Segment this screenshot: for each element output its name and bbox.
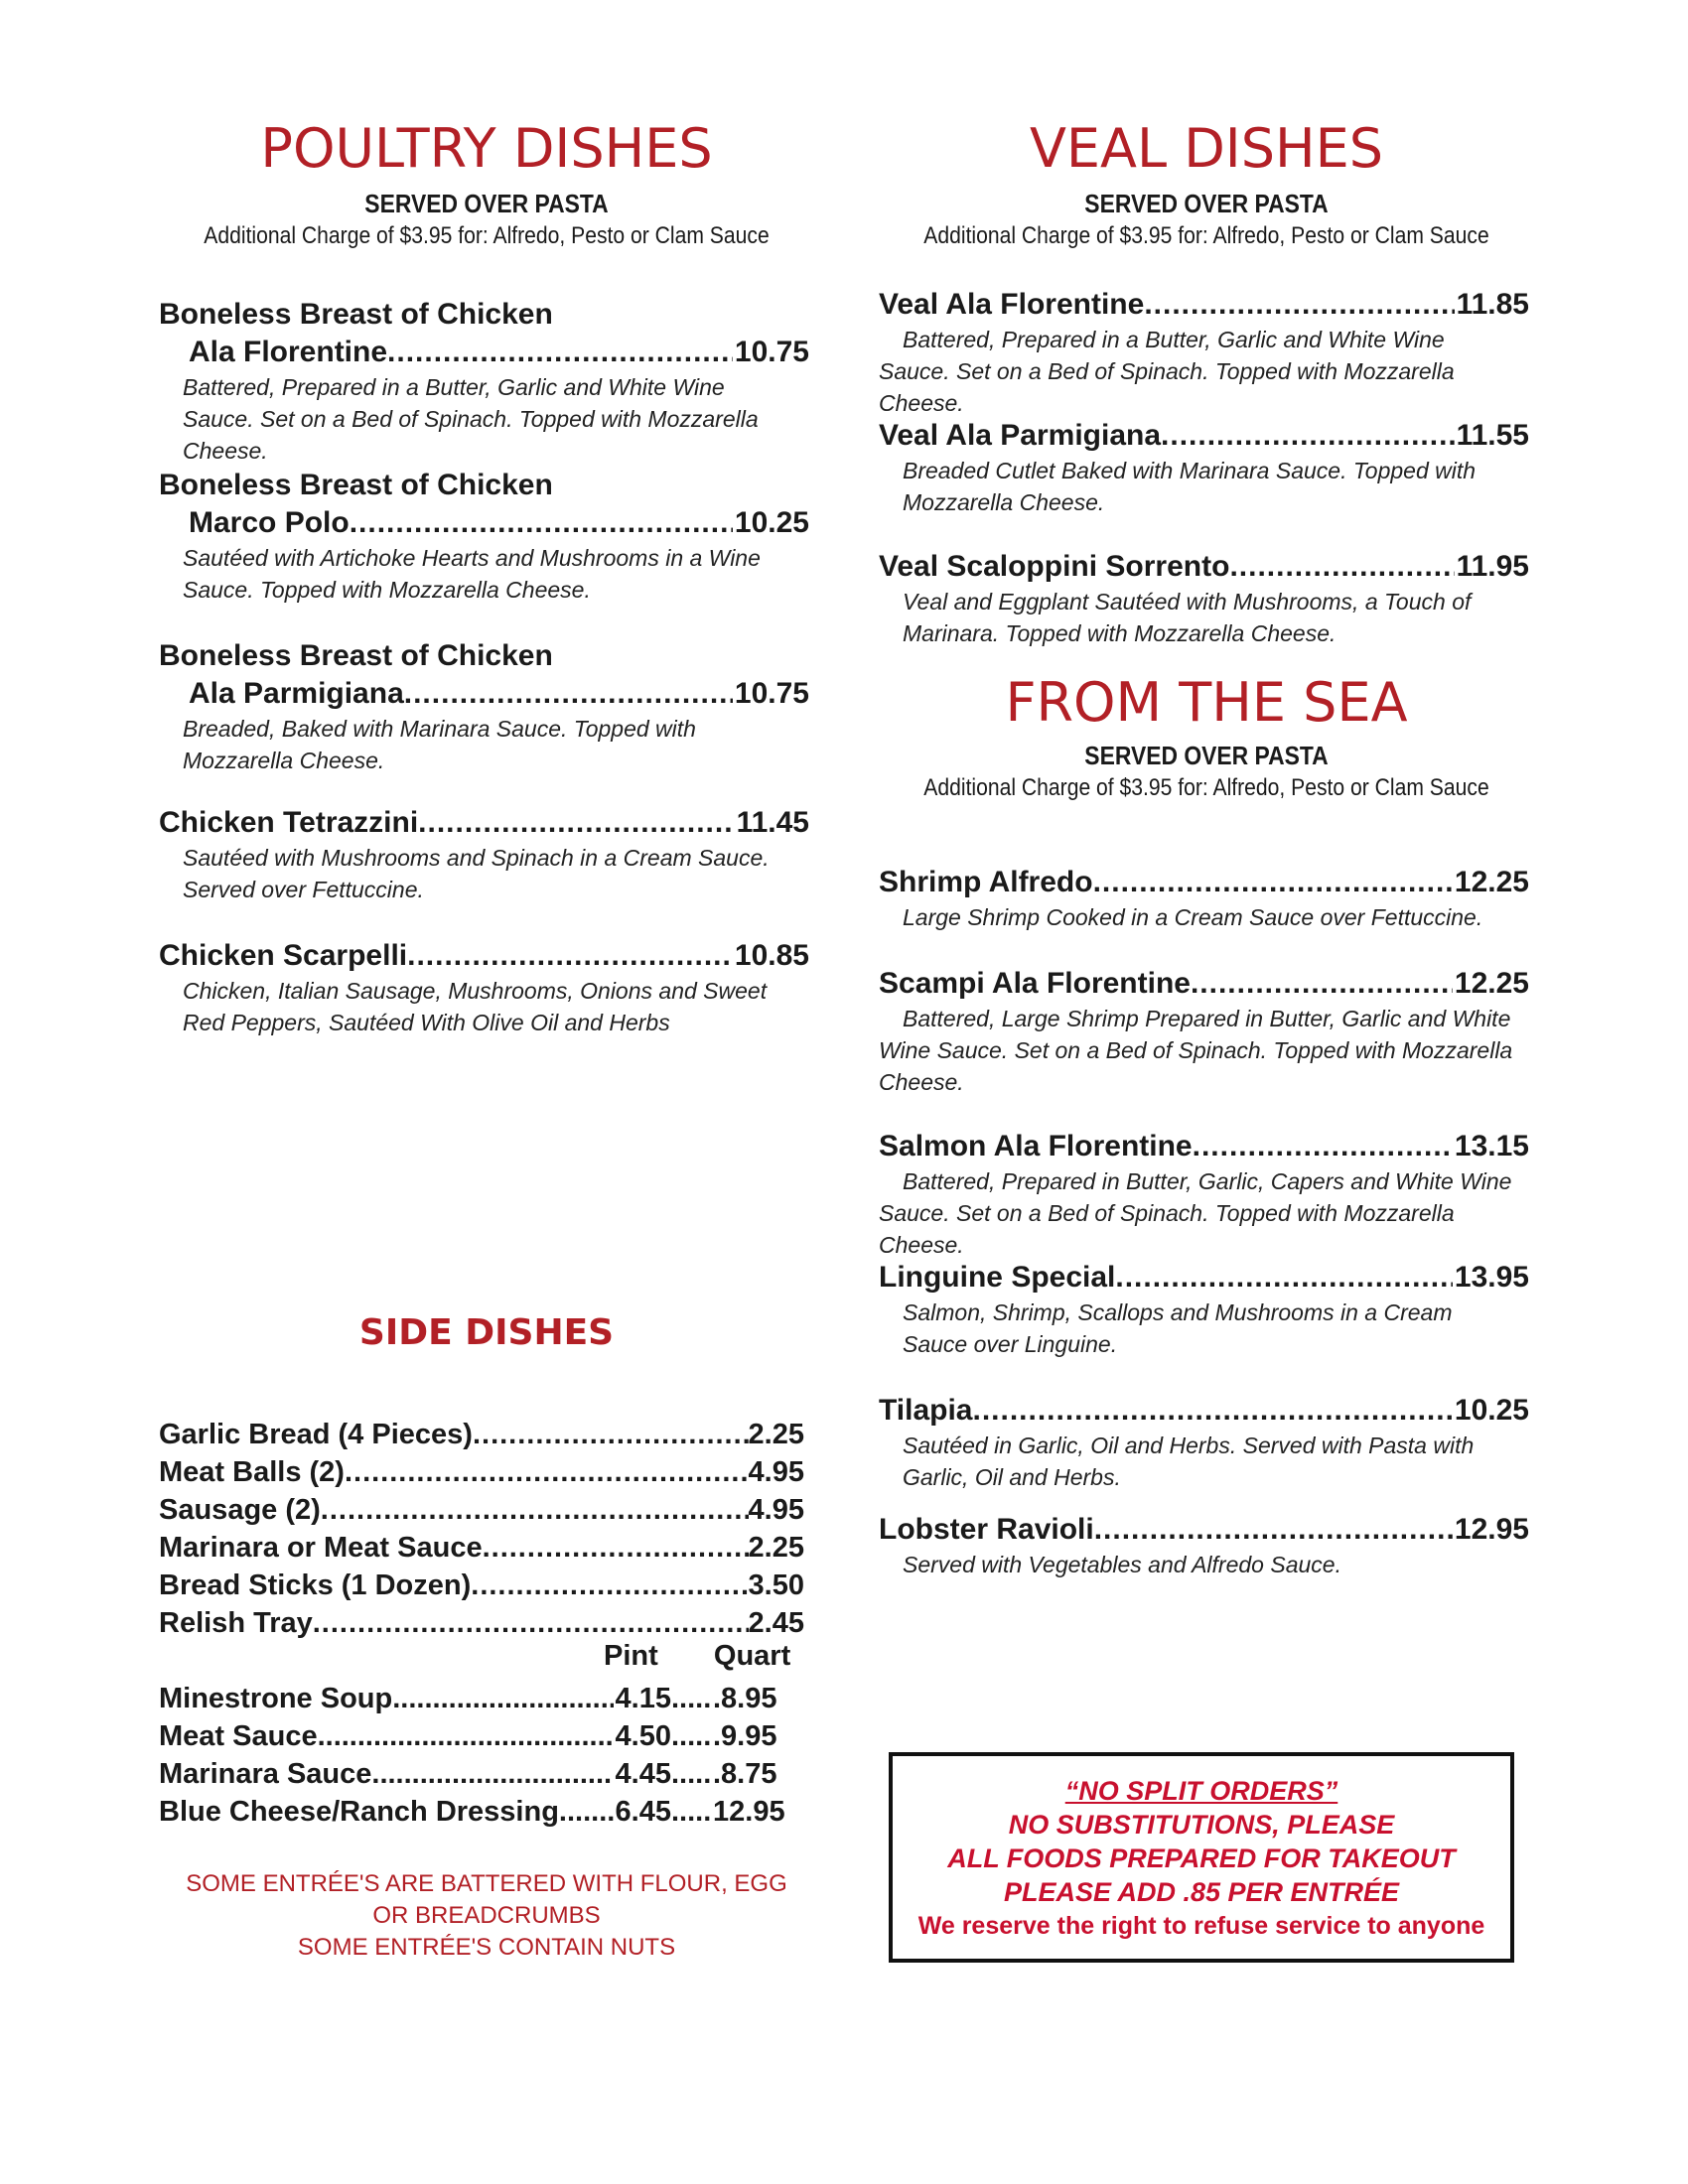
item-price: 12.25: [1454, 866, 1529, 898]
soup-pint-price: 6.45: [615, 1796, 671, 1828]
item-price: 10.25: [734, 506, 809, 539]
item-description: Battered, Prepared in a Butter, Garlic and White Wine Sauce. Set on a Bed of Spinach. Topped with Mozzarella Cheese.: [879, 327, 1455, 416]
item-name: Shrimp Alfredo: [879, 866, 1093, 898]
menu-item: [879, 417, 1529, 518]
side-item-price: 2.25: [748, 1532, 804, 1564]
item-name: Ala Florentine: [189, 336, 388, 368]
poultry-title: POULTRY DISHES: [260, 117, 713, 180]
item-price: 10.85: [734, 939, 809, 972]
side-item: [159, 1491, 804, 1529]
menu-item: [879, 1511, 1529, 1580]
side-item-price: 4.95: [748, 1494, 804, 1526]
item-description: Breaded Cutlet Baked with Marinara Sauce. Topped with Mozzarella Cheese.: [903, 458, 1477, 515]
soup-quart-price: .8.95: [713, 1683, 777, 1714]
item-price: 10.75: [734, 677, 809, 710]
soup-item: [159, 1717, 777, 1755]
soup-name: Marinara Sauce: [159, 1758, 372, 1790]
menu-item: [879, 864, 1529, 933]
item-description: Served with Vegetables and Alfredo Sauce.: [903, 1552, 1341, 1577]
quart-label: Quart: [713, 1640, 791, 1672]
menu-item: [159, 637, 809, 776]
size-header: [604, 1640, 790, 1673]
item-price: 12.95: [1454, 1513, 1529, 1546]
side-item: [159, 1567, 804, 1604]
allergy-note-line: SOME ENTRÉE'S ARE BATTERED WITH FLOUR, EGG: [186, 1870, 787, 1897]
item-description: Sautéed in Garlic, Oil and Herbs. Served with Pasta with Garlic, Oil and Herbs.: [903, 1433, 1475, 1490]
item-description: Battered, Large Shrimp Prepared in Butter, Garlic and White Wine Sauce. Set on a Bed of Spinach. Topped with Mozzarella Cheese.: [879, 1006, 1513, 1095]
item-name: Tilapia: [879, 1394, 973, 1427]
policy-notice-box: [889, 1752, 1514, 1963]
soup-pint-price: 4.45: [615, 1758, 671, 1790]
item-name: Veal Ala Parmigiana: [879, 419, 1162, 452]
side-item-name: Marinara or Meat Sauce: [159, 1532, 483, 1564]
menu-item: [879, 1392, 1529, 1493]
item-description: Large Shrimp Cooked in a Cream Sauce over Fettuccine.: [903, 904, 1483, 930]
side-item-price: 2.25: [748, 1419, 804, 1450]
soup-name: Blue Cheese/Ranch Dressing: [159, 1796, 559, 1828]
menu-item: [879, 965, 1529, 1098]
soup-item: [159, 1793, 785, 1831]
item-description: Battered, Prepared in Butter, Garlic, Capers and White Wine Sauce. Set on a Bed of Spinach. Topped with Mozzarella Cheese.: [879, 1168, 1512, 1258]
soup-pint-price: 4.15: [615, 1683, 671, 1714]
side-item-name: Relish Tray: [159, 1607, 313, 1639]
item-price: 13.95: [1454, 1261, 1529, 1294]
side-item-name: Sausage (2): [159, 1494, 321, 1526]
poultry-charge-note: Additional Charge of $3.95 for: Alfredo, Pesto or Clam Sauce: [204, 222, 770, 249]
soup-name: Minestrone Soup: [159, 1683, 393, 1714]
item-name: Chicken Tetrazzini: [159, 806, 419, 839]
menu-item: [879, 1259, 1529, 1360]
soup-quart-price: .9.95: [713, 1720, 777, 1752]
item-price: 11.85: [1456, 288, 1529, 321]
notice-line: PLEASE ADD .85 PER ENTRÉE: [1003, 1877, 1400, 1907]
side-item-price: 4.95: [748, 1456, 804, 1488]
sea-charge-note: Additional Charge of $3.95 for: Alfredo, Pesto or Clam Sauce: [923, 774, 1489, 801]
notice-line: NO SUBSTITUTIONS, PLEASE: [1008, 1810, 1395, 1840]
notice-line: [893, 1774, 1510, 1808]
item-name: Linguine Special: [879, 1261, 1116, 1294]
side-item-price: 3.50: [748, 1570, 804, 1601]
menu-item: [159, 296, 809, 467]
item-description: Sautéed with Artichoke Hearts and Mushrooms in a Wine Sauce. Topped with Mozzarella Cheese.: [183, 545, 761, 603]
item-description: Battered, Prepared in a Butter, Garlic and White Wine Sauce. Set on a Bed of Spinach. Topped with Mozzarella Cheese.: [183, 374, 759, 464]
side-item: [159, 1453, 804, 1491]
soup-item: [159, 1680, 777, 1717]
side-dishes-title: SIDE DISHES: [358, 1312, 615, 1353]
item-name-top: Boneless Breast of Chicken: [159, 298, 553, 331]
menu-item: [879, 286, 1529, 419]
side-item-name: Bread Sticks (1 Dozen): [159, 1570, 472, 1601]
veal-subtitle: SERVED OVER PASTA: [1084, 189, 1329, 218]
item-price: 13.15: [1454, 1130, 1529, 1162]
sea-subtitle: SERVED OVER PASTA: [1084, 741, 1329, 770]
notice-line: We reserve the right to refuse service to anyone: [917, 1912, 1485, 1940]
veal-charge-note: Additional Charge of $3.95 for: Alfredo, Pesto or Clam Sauce: [923, 222, 1489, 249]
side-item-name: Garlic Bread (4 Pieces): [159, 1419, 473, 1450]
menu-item: [159, 467, 809, 606]
item-description: Breaded, Baked with Marinara Sauce. Topped with Mozzarella Cheese.: [183, 716, 696, 773]
item-price: 10.25: [1454, 1394, 1529, 1427]
sea-title: FROM THE SEA: [1005, 671, 1408, 734]
no-split-orders-text: “NO SPLIT ORDERS”: [1064, 1776, 1338, 1806]
item-name: Scampi Ala Florentine: [879, 967, 1191, 1000]
item-name: Salmon Ala Florentine: [879, 1130, 1193, 1162]
allergy-note-line: OR BREADCRUMBS: [372, 1902, 601, 1929]
item-price: 12.25: [1454, 967, 1529, 1000]
item-price: 10.75: [734, 336, 809, 368]
item-price: 11.95: [1456, 550, 1529, 583]
item-name: Lobster Ravioli: [879, 1513, 1094, 1546]
menu-item: [159, 937, 809, 1038]
item-price: 11.55: [1456, 419, 1529, 452]
menu-item: [879, 548, 1529, 649]
menu-item: [159, 804, 809, 905]
item-name-top: Boneless Breast of Chicken: [159, 469, 553, 501]
side-item-price: 2.45: [748, 1607, 804, 1639]
item-name: Marco Polo: [189, 506, 350, 539]
item-description: Chicken, Italian Sausage, Mushrooms, Onions and Sweet Red Peppers, Sautéed With Olive Oil and Herbs: [183, 978, 768, 1035]
item-name: Veal Scaloppini Sorrento: [879, 550, 1230, 583]
veal-title: VEAL DISHES: [1029, 117, 1384, 180]
notice-line: ALL FOODS PREPARED FOR TAKEOUT: [947, 1843, 1456, 1873]
allergy-note-line: SOME ENTRÉE'S CONTAIN NUTS: [297, 1934, 676, 1961]
side-item-name: Meat Balls (2): [159, 1456, 345, 1488]
soup-quart-price: 12.95: [713, 1796, 785, 1828]
soup-quart-price: .8.75: [713, 1758, 777, 1790]
side-item: [159, 1529, 804, 1567]
soup-pint-price: 4.50: [615, 1720, 671, 1752]
soup-item: [159, 1755, 777, 1793]
poultry-subtitle: SERVED OVER PASTA: [364, 189, 609, 218]
item-name-top: Boneless Breast of Chicken: [159, 639, 553, 672]
item-price: 11.45: [736, 806, 809, 839]
side-item: [159, 1416, 804, 1453]
item-description: Veal and Eggplant Sautéed with Mushrooms, a Touch of Marinara. Topped with Mozzarella Cheese.: [903, 589, 1472, 646]
item-name: Chicken Scarpelli: [159, 939, 408, 972]
soup-name: Meat Sauce: [159, 1720, 318, 1752]
menu-item: [879, 1128, 1529, 1261]
item-description: Salmon, Shrimp, Scallops and Mushrooms in a Cream Sauce over Linguine.: [903, 1299, 1453, 1357]
side-item: [159, 1604, 804, 1642]
item-description: Sautéed with Mushrooms and Spinach in a Cream Sauce. Served over Fettuccine.: [183, 845, 770, 902]
item-name: Veal Ala Florentine: [879, 288, 1145, 321]
item-name: Ala Parmigiana: [189, 677, 404, 710]
pint-label: Pint: [604, 1640, 658, 1672]
